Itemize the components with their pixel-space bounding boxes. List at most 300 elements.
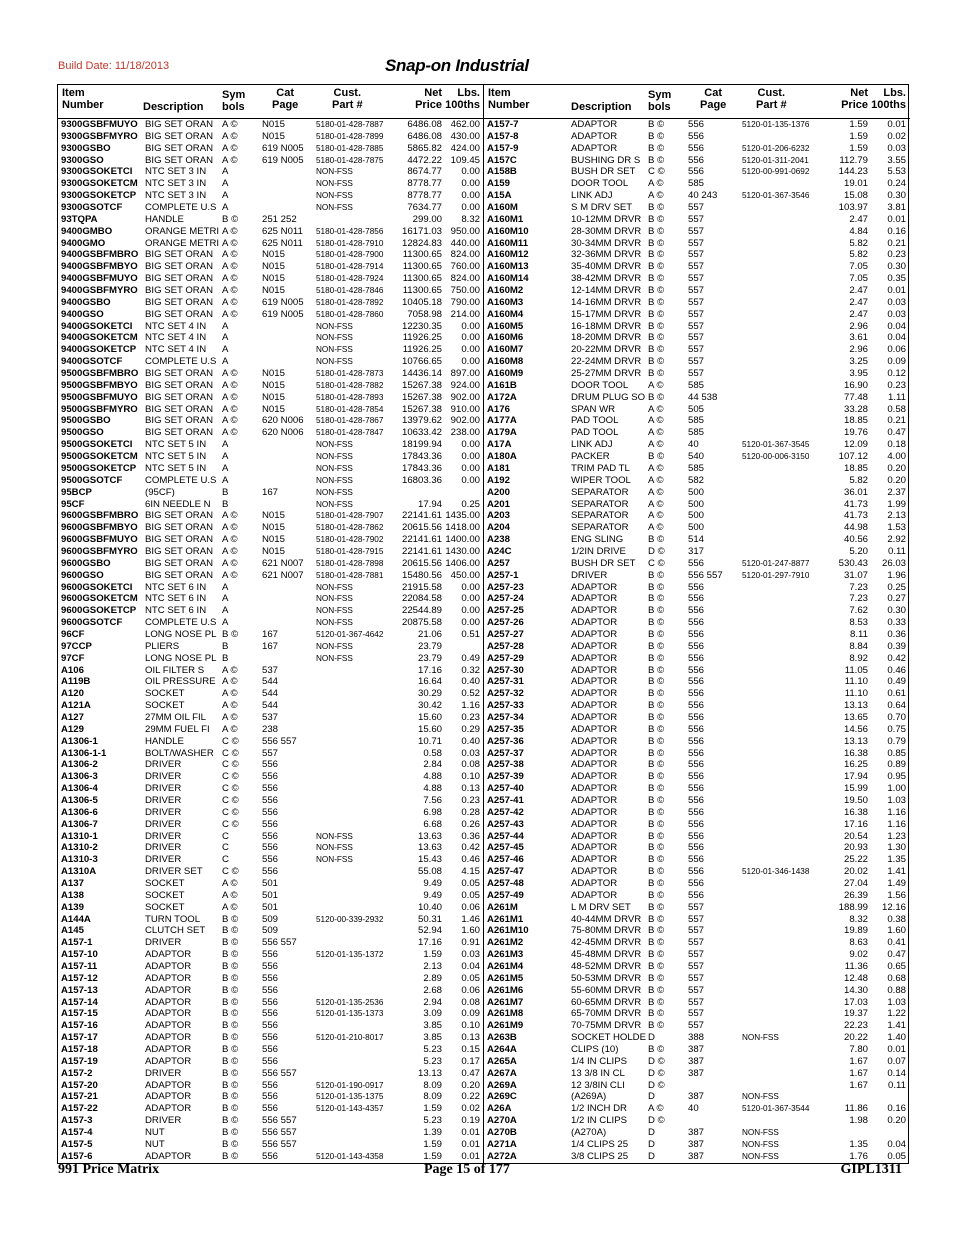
symbols: B ©	[222, 949, 239, 961]
brand-logo: Snap-on Industrial	[385, 56, 529, 75]
description: SEPARATOR	[571, 510, 629, 522]
symbols: A ©	[222, 142, 238, 154]
cat-page: 557	[688, 368, 705, 380]
symbols: B ©	[648, 1044, 665, 1056]
symbols: D	[648, 1032, 655, 1044]
item-number: 9300GSBO	[61, 142, 111, 154]
item-number: A26A	[487, 1103, 512, 1115]
item-number: A160M13	[487, 261, 529, 273]
table-row	[58, 249, 483, 261]
symbols: A ©	[222, 249, 238, 261]
net-price: 27.04	[843, 878, 868, 889]
symbols: B ©	[222, 1032, 239, 1044]
table-row	[484, 534, 910, 546]
item-number: 9400GSOKETCP	[61, 344, 137, 356]
item-number: A157-14	[61, 996, 98, 1008]
cust-part-number: 5180-01-428-7867	[316, 416, 384, 426]
net-price: 13.63	[417, 830, 442, 842]
lbs: 790.00	[450, 296, 480, 308]
item-number: A160M1	[487, 213, 524, 225]
table-row	[484, 1032, 910, 1044]
description: DOOR TOOL	[571, 178, 629, 190]
item-number: A257-36	[487, 735, 524, 747]
cust-part-number: 5180-01-428-7924	[316, 274, 384, 284]
item-number: A257-34	[487, 711, 524, 723]
symbols: A	[222, 178, 229, 190]
net-price: 5.23	[423, 1055, 442, 1067]
cat-page: N015	[262, 403, 285, 415]
cat-page: 621 N007	[262, 569, 304, 581]
cat-page: 619 N005	[262, 142, 304, 154]
symbols: B ©	[648, 901, 665, 913]
lbs: 0.03	[887, 296, 906, 308]
net-price: 3.25	[849, 356, 868, 368]
table-row	[484, 676, 910, 688]
symbols: D ©	[648, 1055, 665, 1067]
description: ADAPTOR	[145, 1103, 192, 1115]
net-price: 5865.82	[407, 142, 442, 154]
description: 45-48MM DRVR	[571, 949, 642, 961]
symbols: D	[648, 1150, 655, 1162]
cat-page: 500	[688, 486, 705, 498]
table-row	[58, 510, 483, 522]
symbols: B ©	[648, 368, 665, 380]
table-row	[58, 1032, 483, 1044]
symbols: A ©	[648, 439, 664, 451]
symbols: B ©	[648, 581, 665, 593]
symbols: A	[222, 581, 229, 593]
net-price: 5.20	[849, 545, 868, 557]
symbols: A ©	[648, 415, 664, 427]
net-price: 33.28	[843, 403, 868, 415]
lbs: 0.00	[461, 178, 480, 190]
lbs: 0.20	[887, 462, 906, 474]
item-number: A257-44	[487, 830, 524, 842]
item-number: 9600GSOKETCI	[61, 581, 133, 593]
cust-part-number: 5180-01-428-7846	[316, 286, 384, 296]
item-number: A257-39	[487, 771, 524, 783]
item-number: A257-31	[487, 676, 524, 688]
cat-page: 556	[262, 866, 279, 878]
symbols: B ©	[648, 617, 665, 629]
net-price: 6486.08	[407, 130, 442, 142]
table-row	[484, 439, 910, 451]
lbs: 0.10	[461, 771, 480, 783]
symbols: B ©	[222, 1044, 239, 1056]
lbs: 0.04	[461, 961, 480, 973]
item-number: 9500GSBFMYRO	[61, 403, 138, 415]
net-price: 10.40	[417, 901, 442, 913]
symbols: B ©	[648, 344, 665, 356]
net-price: 17843.36	[401, 451, 442, 463]
table-row	[484, 997, 910, 1009]
lbs: 824.00	[450, 273, 480, 285]
table-row	[58, 558, 483, 570]
table-row	[484, 332, 910, 344]
cust-part-number: 5120-01-135-1376	[742, 120, 810, 129]
description: DRUM PLUG SO	[571, 391, 646, 403]
lbs: 1.03	[887, 794, 906, 806]
symbols: A ©	[648, 1103, 664, 1115]
table-row	[58, 973, 483, 985]
lbs: 0.24	[887, 178, 906, 190]
item-number: 9500GSOKETCI	[61, 439, 133, 451]
description: SOCKET HOLDE	[571, 1032, 646, 1044]
table-row	[484, 890, 910, 902]
lbs: 0.09	[887, 356, 906, 368]
net-price: 7.62	[849, 605, 868, 617]
description: ADAPTOR	[571, 818, 618, 830]
cat-page: N015	[262, 522, 285, 534]
lbs: 0.20	[887, 474, 906, 486]
item-number: A261M7	[487, 996, 524, 1008]
net-price: 20615.56	[401, 522, 442, 534]
cust-part-number: NON-FSS	[316, 321, 353, 331]
net-price: 4.84	[849, 225, 868, 237]
table-row	[58, 166, 483, 178]
description: SEPARATOR	[571, 486, 629, 498]
lbs: 1.60	[461, 925, 480, 937]
table-row	[484, 356, 910, 368]
table-row	[484, 617, 910, 629]
lbs: 450.00	[450, 569, 480, 581]
net-price: 2.47	[849, 308, 868, 320]
description: NTC SET 5 IN	[145, 451, 207, 463]
item-number: A257	[487, 557, 510, 569]
table-row	[58, 356, 483, 368]
net-price: 8.32	[849, 913, 868, 925]
description: 10-12MM DRVR	[571, 213, 642, 225]
lbs: 0.04	[887, 332, 906, 344]
item-number: A203	[487, 510, 510, 522]
lbs: 0.47	[887, 427, 906, 439]
description: NTC SET 3 IN	[145, 178, 207, 190]
symbols: B ©	[222, 1103, 239, 1115]
lbs: 0.91	[461, 937, 480, 949]
net-price: 5.23	[423, 1044, 442, 1056]
item-number: A15A	[487, 190, 512, 202]
cat-page: 557	[688, 937, 705, 949]
table-row	[58, 332, 483, 344]
lbs: 26.03	[881, 557, 906, 569]
lbs: 0.01	[461, 1127, 480, 1139]
net-price: 10633.42	[401, 427, 442, 439]
lbs: 0.00	[461, 202, 480, 214]
cat-page: 556	[262, 1032, 279, 1044]
symbols: A	[222, 451, 229, 463]
table-row	[58, 676, 483, 688]
table-row	[484, 736, 910, 748]
symbols: B ©	[648, 735, 665, 747]
item-number: A180A	[487, 451, 517, 463]
cat-page: 556	[262, 1150, 279, 1162]
symbols: A ©	[648, 522, 664, 534]
symbols: B ©	[648, 154, 665, 166]
table-row	[484, 321, 910, 333]
cat-page: 557	[688, 273, 705, 285]
symbols: A	[222, 190, 229, 202]
description: COMPLETE U.S	[145, 617, 217, 629]
description: ADAPTOR	[145, 949, 192, 961]
description: SPAN WR	[571, 403, 616, 415]
lbs: 1.11	[888, 391, 906, 403]
net-price: 11.10	[844, 688, 868, 700]
table-row	[58, 178, 483, 190]
lbs: 0.75	[887, 723, 906, 735]
symbols: A ©	[222, 878, 238, 889]
description: BIG SET ORAN	[145, 130, 214, 142]
symbols: B ©	[648, 1020, 665, 1032]
symbols: A ©	[222, 415, 238, 427]
cust-part-number: 5180-01-428-7907	[316, 511, 384, 521]
symbols: B ©	[648, 213, 665, 225]
description: NUT	[145, 1138, 165, 1150]
symbols: C ©	[222, 783, 239, 795]
lbs: 0.00	[461, 166, 480, 178]
description: ADAPTOR	[571, 605, 618, 617]
net-price: 41.73	[843, 498, 868, 510]
symbols: A ©	[222, 700, 238, 712]
net-price: 10405.18	[401, 296, 442, 308]
description: BIG SET ORAN	[145, 249, 214, 261]
cat-page: 556	[688, 640, 705, 652]
table-row	[58, 605, 483, 617]
cat-page: 557	[688, 225, 705, 237]
item-number: A160M10	[487, 225, 529, 237]
description: BIG SET ORAN	[145, 510, 214, 522]
item-number: A1306-4	[61, 783, 98, 795]
lbs: 0.06	[887, 344, 906, 356]
net-price: 2.94	[423, 996, 442, 1008]
description: ADAPTOR	[571, 854, 618, 866]
item-number: A157-19	[61, 1055, 98, 1067]
symbols: B ©	[648, 854, 665, 866]
lbs: 0.20	[887, 1115, 906, 1127]
lbs: 0.61	[887, 688, 906, 700]
cust-part-number: 5180-01-428-7893	[316, 392, 384, 402]
symbols: B ©	[648, 652, 665, 664]
table-row	[58, 1008, 483, 1020]
symbols: C ©	[648, 557, 665, 569]
cat-page: 556	[688, 593, 705, 605]
description: 1/4 IN CLIPS	[571, 1055, 627, 1067]
description: (A269A)	[571, 1091, 607, 1103]
item-number: A257-32	[487, 688, 524, 700]
description: BIG SET ORAN	[145, 534, 214, 546]
lbs: 4.15	[461, 866, 480, 878]
description: ADAPTOR	[145, 1055, 192, 1067]
net-price: 5.82	[849, 249, 868, 261]
header-item: Item Number	[62, 87, 104, 111]
symbols: A ©	[222, 379, 238, 391]
symbols: A ©	[222, 534, 238, 546]
description: NTC SET 5 IN	[145, 439, 207, 451]
symbols: C ©	[222, 759, 239, 771]
description: BIG SET ORAN	[145, 427, 214, 439]
lbs: 0.18	[887, 439, 906, 451]
net-price: 10766.65	[401, 356, 442, 368]
net-price: 188.99	[838, 901, 868, 913]
net-price: 17.94	[843, 771, 868, 783]
table-row	[58, 570, 483, 582]
net-price: 11926.25	[402, 332, 442, 344]
net-price: 30.29	[417, 688, 442, 700]
table-row	[484, 368, 910, 380]
lbs: 0.00	[461, 451, 480, 463]
cat-page: 556	[262, 854, 279, 866]
cat-page: 501	[262, 878, 279, 889]
item-number: 9600GSOTCF	[61, 617, 123, 629]
description: BIG SET ORAN	[145, 557, 214, 569]
cat-page: 556 557	[262, 937, 297, 949]
item-number: A1310-1	[61, 830, 98, 842]
footer-code: GIPL1311	[840, 1162, 902, 1177]
lbs: 0.46	[887, 664, 906, 676]
net-price: 5.82	[849, 237, 868, 249]
item-number: A238	[487, 534, 510, 546]
table-row	[484, 249, 910, 261]
item-number: A263B	[487, 1032, 517, 1044]
net-price: 8.11	[850, 628, 868, 640]
cat-page: 619 N005	[262, 296, 304, 308]
cust-part-number: 5120-01-367-3545	[742, 440, 810, 450]
symbols: B ©	[648, 700, 665, 712]
description: 28-30MM DRVR	[571, 225, 642, 237]
description: 30-34MM DRVR	[571, 237, 642, 249]
description: PACKER	[571, 451, 610, 463]
cust-part-number: 5120-01-206-6232	[742, 143, 810, 153]
lbs: 0.20	[461, 1079, 480, 1091]
item-number: 9500GSOKETCP	[61, 462, 137, 474]
net-price: 16803.36	[401, 474, 442, 486]
item-number: 9400GSBFMBYO	[61, 261, 138, 273]
item-number: A120	[61, 688, 84, 700]
table-row	[484, 783, 910, 795]
symbols: A ©	[222, 901, 238, 913]
item-number: A269A	[487, 1079, 517, 1091]
table-row	[58, 641, 483, 653]
table-row	[58, 415, 483, 427]
table-row	[484, 415, 910, 427]
header-description: Description	[143, 101, 204, 113]
item-number: A257-30	[487, 664, 524, 676]
item-number: A177A	[487, 415, 517, 427]
cat-page: 557	[688, 296, 705, 308]
net-price: 2.84	[423, 759, 442, 771]
symbols: A ©	[222, 889, 238, 901]
description: 42-45MM DRVR	[571, 937, 642, 949]
net-price: 8674.77	[407, 166, 442, 178]
symbols: A ©	[222, 130, 238, 142]
symbols: A ©	[648, 178, 664, 190]
lbs: 2.37	[887, 486, 906, 498]
description: DRIVER	[145, 1067, 182, 1079]
net-price: 6.68	[423, 818, 442, 830]
cust-part-number: NON-FSS	[316, 855, 353, 865]
symbols: B ©	[222, 961, 239, 973]
lbs: 3.55	[887, 154, 906, 166]
table-row	[484, 427, 910, 439]
item-number: 9500GSOKETCM	[61, 451, 138, 463]
net-price: 16171.03	[401, 225, 442, 237]
symbols: B ©	[648, 723, 665, 735]
symbols: B ©	[648, 285, 665, 297]
cat-page: 557	[688, 320, 705, 332]
description: ADAPTOR	[571, 130, 618, 142]
lbs: 0.21	[887, 415, 906, 427]
item-number: A158B	[487, 166, 517, 178]
lbs: 0.00	[461, 617, 480, 629]
lbs: 0.07	[887, 1055, 906, 1067]
cust-part-number: 5120-01-190-0917	[316, 1080, 384, 1090]
cat-page: 556	[262, 1091, 279, 1103]
net-price: 112.79	[839, 154, 868, 166]
cat-page: 556	[262, 949, 279, 961]
description: BIG SET ORAN	[145, 522, 214, 534]
table-row	[484, 380, 910, 392]
symbols: B ©	[648, 332, 665, 344]
item-number: A138	[61, 889, 84, 901]
description: OIL PRESSURE	[145, 676, 216, 688]
table-row	[58, 1056, 483, 1068]
item-number: A261M8	[487, 1008, 524, 1020]
description: ADAPTOR	[571, 806, 618, 818]
table-row	[484, 795, 910, 807]
description: 1/2 IN CLIPS	[571, 1115, 627, 1127]
cat-page: 509	[262, 925, 279, 937]
symbols: B ©	[648, 142, 665, 154]
item-number: A176	[487, 403, 510, 415]
item-number: 9300GSO	[61, 154, 104, 166]
description: BIG SET ORAN	[145, 379, 214, 391]
lbs: 1435.00	[445, 510, 480, 522]
lbs: 902.00	[450, 391, 480, 403]
symbols: B ©	[648, 961, 665, 973]
cat-page: 556	[262, 1020, 279, 1032]
table-row	[58, 961, 483, 973]
item-number: 9400GSO	[61, 308, 104, 320]
table-row	[484, 641, 910, 653]
cat-page: 556	[262, 1103, 279, 1115]
description: BIG SET ORAN	[145, 142, 214, 154]
cat-page: N015	[262, 368, 285, 380]
item-number: A257-48	[487, 878, 524, 889]
description: ADAPTOR	[571, 842, 618, 854]
description: OIL FILTER S	[145, 664, 205, 676]
cust-part-number: 5180-01-428-7885	[316, 143, 384, 153]
symbols: B ©	[648, 296, 665, 308]
description: DRIVER	[145, 794, 182, 806]
item-number: A160M7	[487, 344, 524, 356]
net-price: 20615.56	[401, 557, 442, 569]
item-number: A159	[487, 178, 510, 190]
table-row	[58, 297, 483, 309]
table-row	[58, 783, 483, 795]
net-price: 8.09	[423, 1091, 442, 1103]
lbs: 897.00	[450, 368, 480, 380]
table-row	[484, 1091, 910, 1103]
item-number: A257-42	[487, 806, 524, 818]
symbols: A	[222, 617, 229, 629]
description: SEPARATOR	[571, 522, 629, 534]
symbols: D	[648, 1091, 655, 1103]
description: L M DRV SET	[571, 901, 631, 913]
symbols: A ©	[222, 557, 238, 569]
symbols: B ©	[648, 605, 665, 617]
cat-page: 556	[262, 1079, 279, 1091]
lbs: 1.16	[887, 818, 906, 830]
item-number: A161B	[487, 379, 517, 391]
